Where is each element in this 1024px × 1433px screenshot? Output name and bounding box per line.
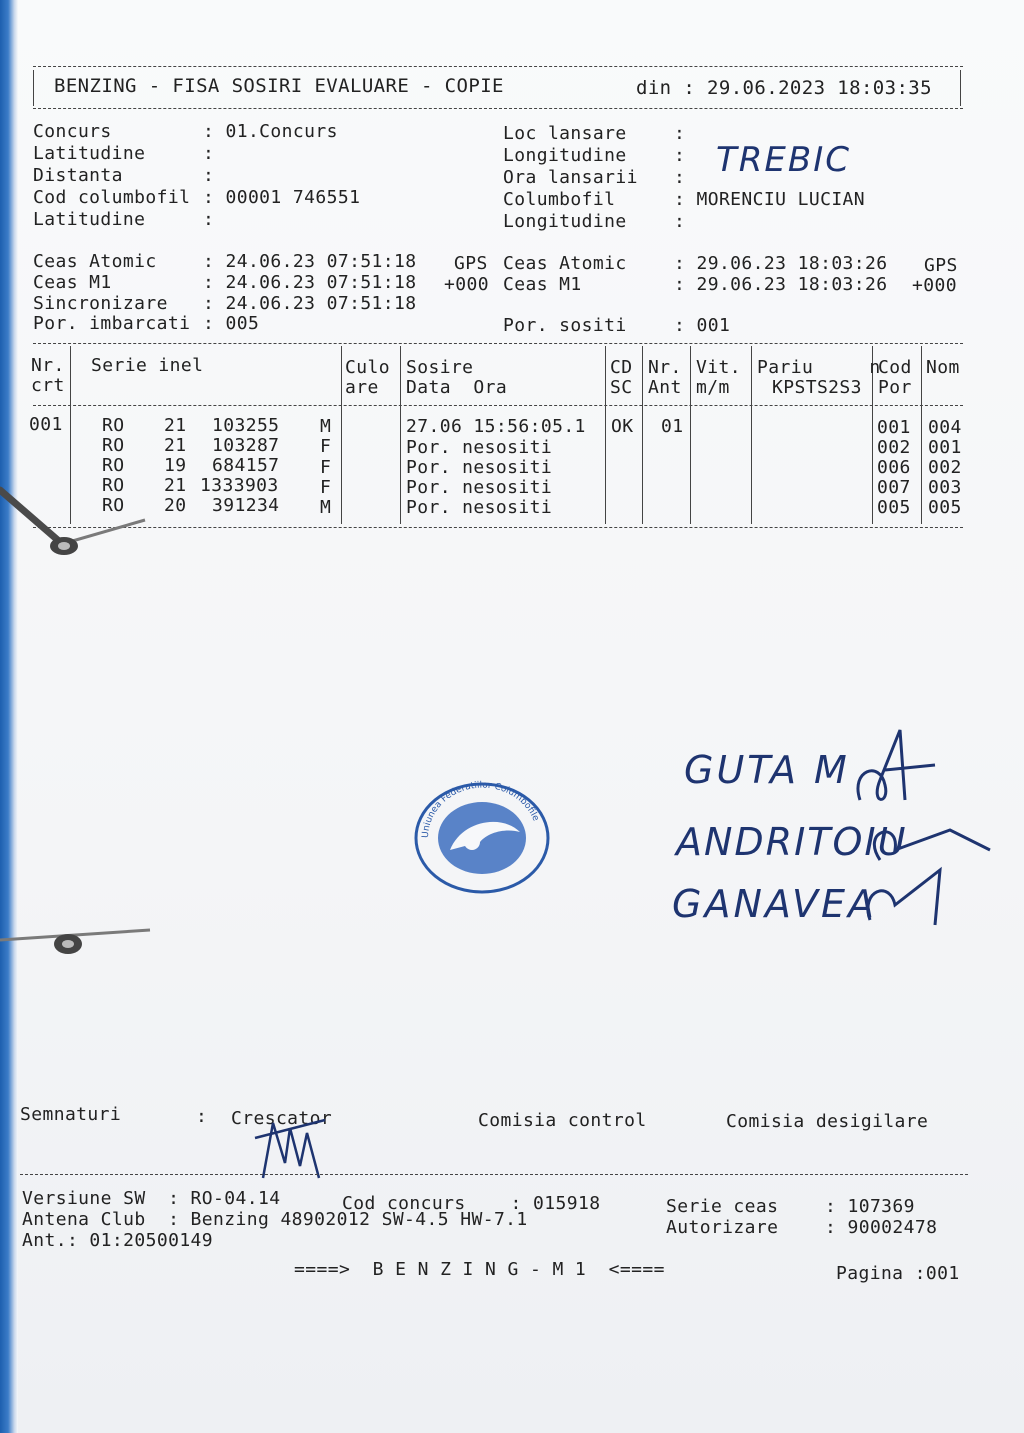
info-label: Loc lansare — [503, 123, 627, 144]
cell-cd: OK — [611, 416, 634, 437]
table-bottom-rule — [33, 527, 963, 528]
info-label: Longitudine — [503, 145, 627, 166]
cell-sosire: Por. nesositi — [406, 497, 553, 518]
info-value: : MORENCIU LUCIAN — [674, 189, 866, 210]
clock-suffix: GPS — [924, 255, 958, 276]
col-header-nr-ant-sub: Ant — [648, 377, 682, 398]
signatures-colon: : — [196, 1106, 208, 1127]
col-sep — [400, 346, 401, 524]
col-header-nr-ant: Nr. — [648, 357, 682, 378]
handwritten-name: GUTA M — [684, 748, 850, 792]
clock-label: Ceas M1 — [503, 274, 582, 295]
cell-sosire: Por. nesositi — [406, 457, 553, 478]
cell-sosire: Por. nesositi — [406, 477, 553, 498]
cell-cod: 007 — [877, 477, 911, 498]
clock-suffix: +000 — [444, 274, 489, 295]
info-value: : — [674, 123, 686, 144]
col-header-nr-sub: crt — [31, 375, 65, 396]
cell-sosire: Por. nesositi — [406, 437, 553, 458]
cell-cod: 002 — [877, 437, 911, 458]
signature-crescator: Crescator — [231, 1108, 333, 1129]
cell-nom: 004 — [928, 417, 962, 438]
cell-nom: 001 — [928, 437, 962, 458]
document-title: BENZING - FISA SOSIRI EVALUARE - COPIE — [54, 75, 504, 97]
cell-sex: F — [320, 477, 332, 498]
cell-year: 21 — [164, 415, 187, 436]
cell-country: RO — [102, 495, 125, 516]
info-label: Latitudine — [33, 209, 146, 230]
signature-scribbles — [840, 710, 1010, 940]
info-value: : 00001 746551 — [203, 187, 361, 208]
cell-ring: 103255 — [212, 415, 280, 436]
col-header-sosire-sub: Data Ora — [406, 377, 508, 398]
col-header-culoare-sub: are — [345, 377, 379, 398]
col-sep — [921, 346, 922, 524]
table-top-rule — [33, 343, 963, 344]
info-label: Columbofil — [503, 189, 616, 210]
cell-country: RO — [102, 415, 125, 436]
footer-autorizare-label: Autorizare — [666, 1217, 779, 1238]
cell-year: 21 — [164, 435, 187, 456]
clock-suffix: +000 — [912, 275, 957, 296]
clock-label: Ceas M1 — [33, 272, 112, 293]
signatures-label: Semnaturi — [20, 1104, 122, 1125]
signature-comisia-control: Comisia control — [478, 1110, 647, 1131]
folder-edge — [0, 0, 18, 1433]
stamp-text: Uniunea Federatiilor Columbofile — [420, 780, 541, 839]
cell-nom: 005 — [928, 497, 962, 518]
cell-nr: 001 — [29, 414, 63, 435]
footer-autorizare-value: : 90002478 — [825, 1217, 938, 1238]
col-sep — [605, 346, 606, 524]
cell-ant: 01 — [661, 416, 684, 437]
cell-year: 20 — [164, 495, 187, 516]
cell-country: RO — [102, 435, 125, 456]
col-header-sosire: Sosire — [406, 357, 474, 378]
footer-version: Versiune SW : RO-04.14 — [22, 1188, 281, 1209]
footer-serie-value: : 107369 — [825, 1196, 915, 1217]
cell-year: 21 — [164, 475, 187, 496]
cell-sex: F — [320, 457, 332, 478]
info-value: : — [674, 145, 686, 166]
cell-cod: 001 — [877, 417, 911, 438]
cell-ring: 103287 — [212, 435, 280, 456]
clock-label: Ceas Atomic — [503, 253, 627, 274]
col-header-culoare: Culo — [345, 357, 390, 378]
header-right-bar — [960, 70, 961, 106]
footer-page: Pagina :001 — [836, 1263, 960, 1284]
cell-sex: M — [320, 497, 332, 518]
footer-banner: ====> B E N Z I N G - M 1 <==== — [294, 1259, 665, 1280]
col-header-serie: Serie inel — [91, 355, 204, 376]
col-sep — [642, 346, 643, 524]
header-bottom-rule — [33, 108, 963, 109]
footer-ant: Ant.: 01:20500149 — [22, 1230, 214, 1251]
info-value: : — [203, 209, 215, 230]
clock-value: : 005 — [203, 313, 260, 334]
cell-ring: 1333903 — [200, 475, 279, 496]
clock-value: : 29.06.23 18:03:26 — [674, 253, 888, 274]
cell-sex: F — [320, 436, 332, 457]
info-value: : — [674, 211, 686, 232]
info-label: Ora lansarii — [503, 167, 638, 188]
col-header-vit-sub: m/m — [696, 377, 730, 398]
col-header-pariu: Pariu n — [757, 357, 881, 378]
info-value: : — [674, 167, 686, 188]
header-left-bar — [33, 70, 34, 106]
clock-value: : 001 — [674, 315, 731, 336]
info-value: : — [203, 143, 215, 164]
handwritten-location: TREBIC — [716, 140, 851, 180]
clock-suffix: GPS — [454, 253, 488, 274]
info-label: Latitudine — [33, 143, 146, 164]
clock-value: : 24.06.23 07:51:18 — [203, 272, 417, 293]
clock-label: Por. sositi — [503, 315, 627, 336]
info-label: Longitudine — [503, 211, 627, 232]
col-header-nom: Nom — [926, 357, 960, 378]
clock-value: : 29.06.23 18:03:26 — [674, 274, 888, 295]
cell-sex: M — [320, 416, 332, 437]
info-value: : — [203, 165, 215, 186]
table-header-rule — [33, 405, 963, 406]
col-sep — [341, 346, 342, 524]
cell-ring: 391234 — [212, 495, 280, 516]
cell-sosire: 27.06 15:56:05.1 — [406, 416, 586, 437]
clock-value: : 24.06.23 07:51:18 — [203, 251, 417, 272]
clock-label: Sincronizare — [33, 293, 168, 314]
col-sep — [690, 346, 691, 524]
col-header-pariu-sub: KPSTS2S3 — [772, 377, 862, 398]
cell-country: RO — [102, 455, 125, 476]
cell-nom: 003 — [928, 477, 962, 498]
col-header-vit: Vit. — [696, 357, 741, 378]
handwritten-name: ANDRITOIU — [676, 820, 908, 864]
clock-label: Por. imbarcati — [33, 313, 191, 334]
col-header-cd-sub: SC — [610, 377, 633, 398]
clock-label: Ceas Atomic — [33, 251, 157, 272]
col-header-cod: Cod — [878, 357, 912, 378]
cell-cod: 005 — [877, 497, 911, 518]
cell-year: 19 — [164, 455, 187, 476]
handwritten-name: GANAVEA — [672, 882, 877, 926]
info-label: Distanta — [33, 165, 123, 186]
footer-rule — [20, 1174, 968, 1175]
document-date: din : 29.06.2023 18:03:35 — [636, 77, 932, 99]
cell-nom: 002 — [928, 457, 962, 478]
footer-serie-label: Serie ceas — [666, 1196, 779, 1217]
cell-cod: 006 — [877, 457, 911, 478]
cell-ring: 684157 — [212, 455, 280, 476]
col-header-nr: Nr. — [31, 355, 65, 376]
crescator-signature — [245, 1108, 335, 1183]
signature-comisia-desigilare: Comisia desigilare — [726, 1111, 929, 1132]
clock-value: : 24.06.23 07:51:18 — [203, 293, 417, 314]
header-top-rule — [33, 66, 963, 67]
footer-antena: Antena Club : Benzing 48902012 SW-4.5 HW-7.1 — [22, 1209, 528, 1230]
federation-stamp — [410, 780, 555, 895]
cell-country: RO — [102, 475, 125, 496]
info-label: Cod columbofil — [33, 187, 191, 208]
info-label: Concurs — [33, 121, 112, 142]
col-sep — [751, 346, 752, 524]
info-value: : 01.Concurs — [203, 121, 338, 142]
col-header-cod-sub: Por — [878, 377, 912, 398]
col-header-cd: CD — [610, 357, 633, 378]
footer-cod-concurs: Cod concurs : 015918 — [342, 1193, 601, 1214]
